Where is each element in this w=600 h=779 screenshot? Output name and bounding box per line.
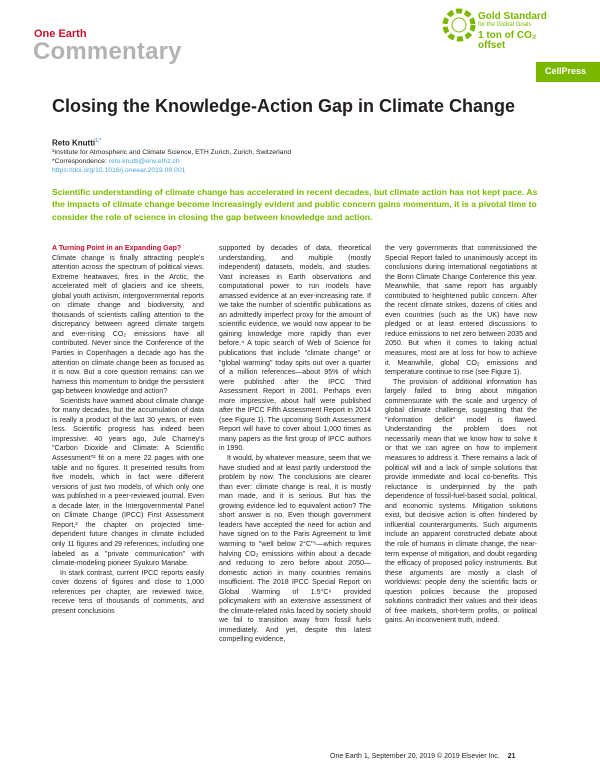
gold-standard-tagline: for the Global Goals (478, 22, 532, 28)
correspondence (52, 158, 180, 165)
doi-link[interactable]: https://doi.org/10.1016/j.oneear.2019.09.001 (52, 167, 186, 174)
section-heading: A Turning Point in an Expanding Gap? (52, 244, 182, 252)
page-footer (330, 753, 516, 760)
gold-standard-logo (442, 8, 547, 58)
gold-standard-name: Gold Standard (478, 11, 547, 22)
affiliation: ¹Institute for Atmospheric and Climate Science, ETH Zurich, Zurich, Switzerland (52, 149, 292, 156)
page-number: 21 (507, 753, 516, 760)
publisher-badge (536, 62, 600, 82)
paragraph: It would, by whatever measure, seem that we have studied and at least partly understood the problem by now. The conclusions are clearer than ever: climate change is real, it is mostly man made, and it is serious. But has the growing evidence led to equivalent action? The short answer is no. Even though government leaders have accepted the need for action and have signed on to the Paris Agreement to limit warming to "well below 2°C"⁵—which requires halving CO₂ emissions within about a decade and reducing to zero before about 2050—domestic action in many countries remains insufficient. The 2018 IPCC Special Report on Global Warming of 1.5°C⁶ provided policymakers with an extensive assessment of the climate-related risks faced by society should we fail to transition away from fossil fuels immediately. And yet, despite this latest compelling evidence, (219, 454, 371, 644)
paragraph: Climate change is finally attracting people's attention across the spectrum of political views. Extreme heatwaves, fires in the Arctic, the accelerated melt of glaciers and ice sheets, global youth activism, intergovernmental reports on climate change and biodiversity, and thousands of scientists calling attention to the discrepancy between agreed climate targets and ever-rising CO₂ emissions have all contributed. Never since the Conference of the Parties in Copenhagen a decade ago has the attention on climate change been as focused as it is now. But a core question remains: can we harness this momentum to bridge the persistent gap between knowledge and action? (52, 253, 204, 396)
gold-standard-icon (442, 8, 476, 42)
footer-citation: One Earth 1, September 20, 2019 © 2019 Elsevier Inc. (330, 753, 500, 760)
journal-name: One Earth (34, 28, 87, 40)
offset-label: 1 ton of CO₂ offset (478, 30, 537, 51)
body-column-1 (52, 244, 204, 616)
publisher-name: CellPress (545, 66, 587, 76)
paragraph: supported by decades of data, theoretical understanding, and multiple (mostly independent) datasets, models, and studies. Vast increases in Earth observations and computational power to run models have amassed evidence at an ever-increasing rate. If we take the number of scientific publications as an admittedly imperfect proxy for the amount of scientific evidence, we would now appear to be gaining knowledge more rapidly than ever before.⁴ A topic search of Web of Science for publications that include "climate change" or "global warming" today spits out over a quarter of a million references—about 95% of which were published after the IPCC Third Assessment Report in 2001. Perhaps even more impressive, about half were published after the IPCC Fifth Assessment Report in 2014 (see Figure 1). The upcoming Sixth Assessment Report will have to cover about 1,000 times as many papers as the first group of IPCC authors in 1990. (219, 244, 371, 453)
article-title: Closing the Knowledge-Action Gap in Climate Change (52, 96, 516, 116)
paragraph: Scientists have warned about climate change for many decades, but the accumulation of data is really a product of the last 30 years, or even less. Scientific progress has indeed been impressive: 40 years ago, Jule Charney's "Carbon Dioxide and Climate: A Scientific Assessment"² fit on a mere 22 pages with one table and no figures. It presented results from five models, which in fact were different versions of just two models, of which only one was published in a peer-reviewed journal. Even a decade later, in the Intergovernmental Panel on Climate Change (IPCC) First Assessment Report,³ the chapter on projected time-dependent future changes in climate included only 11 figures and 29 references, including one labeled as a "private communication" with climate-modeling pioneer Syukuro Manabe. (52, 396, 204, 568)
paragraph: the very governments that commissioned the Special Report failed to unanimously accept its conclusions during international negotiations at the Bonn Climate Change Conference this year. Meanwhile, that same report has arguably contributed to heightened public concern. After the recent climate strikes, dozens of cities and even countries (such as the UK) have now pledged or at least entered discussions to reduce emissions to net zero between 2035 and 2050. But when it comes to taking actual measures, most are at loss for how to achieve it. Meanwhile, global CO₂ emissions and temperature continue to rise (see Figure 1). (385, 244, 537, 377)
abstract: Scientific understanding of climate change has accelerated in recent decades, but climate action has not kept pace. As the impacts of climate change become increasingly evident and public concern gains momentum, it is a pivotal time to consider the role of science in closing the gap between knowledge and action. (52, 187, 538, 222)
correspondence-label: *Correspondence: (52, 158, 109, 165)
paragraph: In stark contrast, current IPCC reports easily cover dozens of figures and close to 1,000 references per chapter, are reviewed twice, receive tens of thousands of comments, and present conclusions (52, 568, 204, 615)
body-column-3 (385, 244, 537, 626)
paragraph: The provision of additional information has largely failed to bring about mitigation commensurate with the scale and urgency of global climate challenge, suggesting that the "information deficit" model is flawed. Understanding the problem does not necessarily mean that we know how to solve it or that we can agree on how to implement measures to address it. There remains a lack of political will and a lack of simple solutions that provide immediate and local co-benefits. This reluctance is underpinned by the path dependence of fossil-fuel-based social, political, and economic systems. Mitigation solutions exist, but decisive action is often hindered by influential counterarguments. Such arguments include an apparent constructed debate about the role of humans in climate change, the near-term expense of mitigation, and doubt regarding the efficacy of proposed policy instruments. But these arguments are mostly a clash of worldviews: people deny the scientific facts or question policies because the proposed solutions contradict their values and their ideas of free markets, short-term profits, or political gains. An inconvenient truth, indeed. (385, 377, 537, 625)
author-line (52, 138, 101, 148)
body-column-2 (219, 244, 371, 645)
section-label: Commentary (33, 38, 182, 65)
author-marks: 1,* (95, 138, 102, 144)
author-name: Reto Knutti (52, 138, 96, 148)
correspondence-email-link[interactable]: reto.knutti@env.ethz.ch (108, 158, 180, 165)
